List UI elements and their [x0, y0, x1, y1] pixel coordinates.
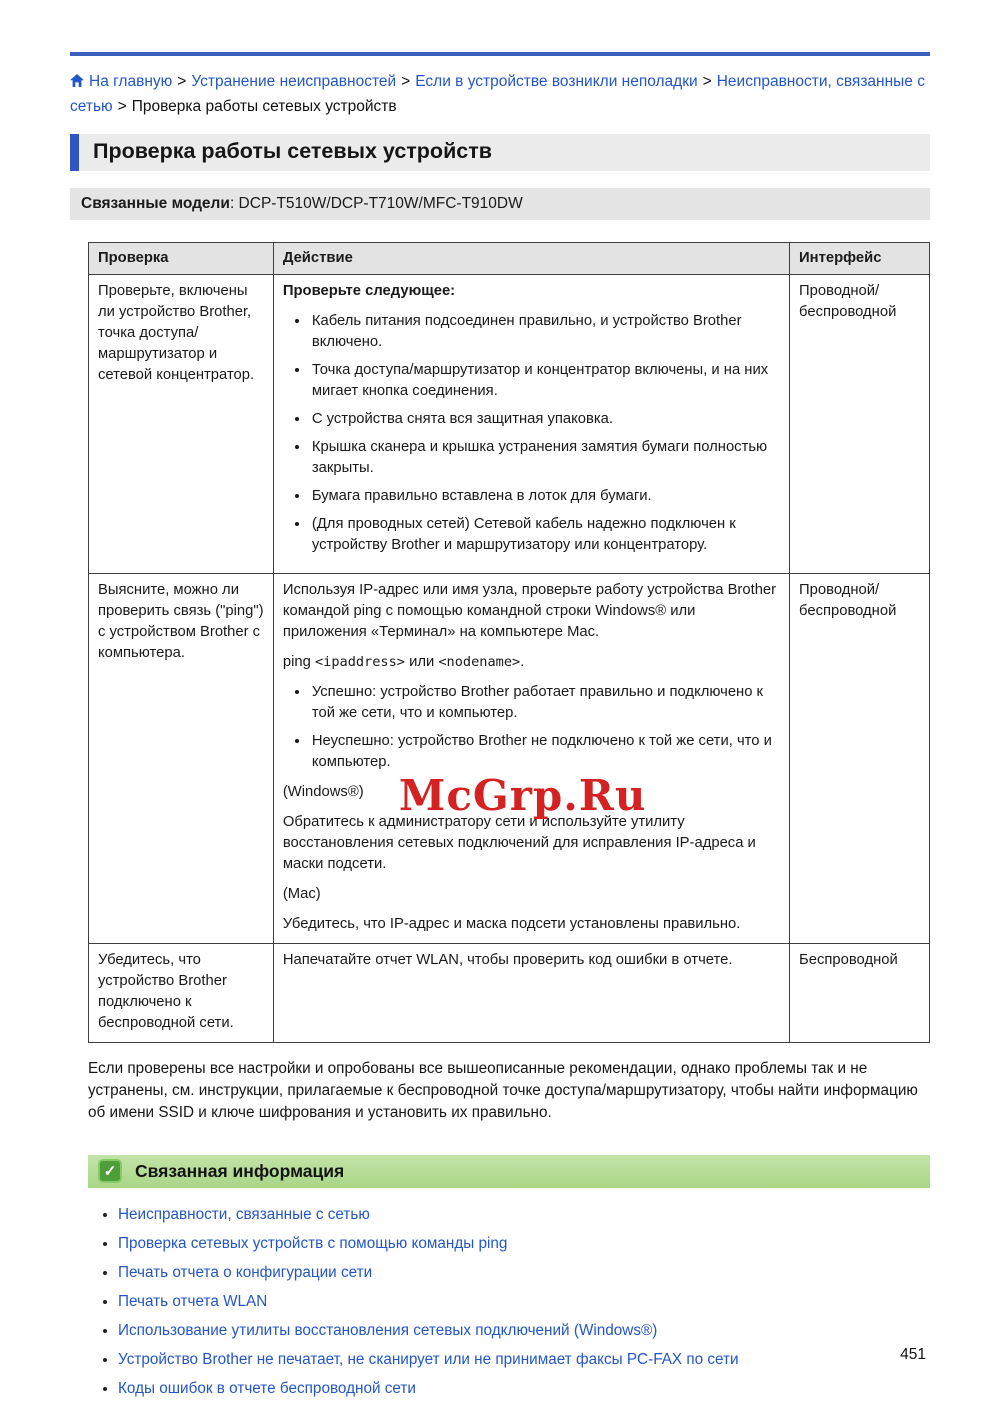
- top-divider: [70, 52, 930, 56]
- check-cell: Выясните, можно ли проверить связь ("ping") с устройством Brother с компьютера.: [89, 574, 274, 944]
- ping-text: ping: [282, 654, 315, 671]
- interface-cell: Проводной/беспроводной: [790, 574, 930, 944]
- ping-text: .: [520, 654, 525, 671]
- related-link-item: [118, 1235, 930, 1253]
- breadcrumb: [70, 70, 930, 119]
- page-title: Проверка работы сетевых устройств: [93, 139, 492, 164]
- bullet-item: • Точка доступа/маршрутизатор и концентратор включены, и на них мигает кнопка соединения.: [310, 360, 780, 402]
- breadcrumb-link-device-problems[interactable]: Если в устройстве возникли неполадки: [415, 73, 698, 90]
- breadcrumb-separator: >: [177, 73, 187, 90]
- related-info-title: Связанная информация: [135, 1160, 345, 1181]
- watermark: McGrp.Ru: [398, 771, 647, 821]
- related-link-repair-utility[interactable]: Использование утилиты восстановления сетевых подключений (Windows®): [118, 1321, 658, 1339]
- related-link-item: [118, 1380, 930, 1398]
- ping-text: или: [404, 654, 439, 671]
- related-link-item: [118, 1264, 930, 1282]
- table-row: [89, 275, 930, 574]
- action-cell: Напечатайте отчет WLAN, чтобы проверить код ошибки в отчете.: [273, 944, 789, 1043]
- bullet-item: • Неуспешно: устройство Brother не подключено к той же сети, что и компьютер.: [310, 731, 780, 773]
- related-info-band: [88, 1155, 930, 1188]
- table-row: [89, 944, 930, 1043]
- action-bullet-list: [283, 311, 780, 556]
- related-link-network-config-report[interactable]: Печать отчета о конфигурации сети: [118, 1263, 373, 1281]
- related-link-ping-check[interactable]: Проверка сетевых устройств с помощью команды ping: [118, 1234, 508, 1252]
- related-link-item: [118, 1293, 930, 1311]
- table-header-action: Действие: [273, 243, 789, 275]
- breadcrumb-separator: >: [401, 73, 411, 90]
- action-intro: Проверьте следующее:: [282, 283, 456, 300]
- breadcrumb-current: Проверка работы сетевых устройств: [131, 98, 397, 116]
- breadcrumb-link-troubleshooting[interactable]: Устранение неисправностей: [191, 73, 397, 90]
- page-number: 451: [900, 1346, 926, 1363]
- table-row: [89, 574, 930, 944]
- action-bullet-list: [283, 682, 780, 773]
- table-header-check: Проверка: [89, 243, 274, 275]
- bullet-item: • Крышка сканера и крышка устранения замятия бумаги полностью закрыты.: [310, 437, 780, 479]
- breadcrumb-link-network-faults[interactable]: Неисправности, связанные с сетью: [70, 73, 925, 116]
- breadcrumb-separator: >: [702, 73, 712, 90]
- related-link-wlan-report[interactable]: Печать отчета WLAN: [118, 1292, 268, 1310]
- check-cell: Убедитесь, что устройство Brother подключено к беспроводной сети.: [89, 944, 274, 1043]
- page-title-band: [70, 134, 930, 171]
- related-models-label: Связанные модели: [81, 195, 230, 213]
- related-link-wlan-error-codes[interactable]: Коды ошибок в отчете беспроводной сети: [118, 1379, 416, 1397]
- related-models-box: [70, 188, 930, 220]
- bullet-item: • Бумага правильно вставлена в лоток для бумаги.: [310, 486, 780, 507]
- interface-cell: Проводной/беспроводной: [790, 275, 930, 574]
- checks-table: [88, 242, 930, 1043]
- action-paragraph: Обратитесь к администратору сети и используйте утилиту восстановления сетевых подключений для исправления IP-адреса и маски подсети.: [282, 814, 756, 873]
- action-cell: [273, 275, 789, 574]
- related-link-network-faults[interactable]: Неисправности, связанные с сетью: [118, 1205, 370, 1223]
- ping-command-line: [283, 652, 780, 673]
- related-link-item: [118, 1206, 930, 1224]
- windows-label: (Windows®): [282, 784, 364, 801]
- action-paragraph: Убедитесь, что IP-адрес и маска подсети установлены правильно.: [282, 916, 741, 933]
- breadcrumb-separator: >: [117, 98, 127, 116]
- related-link-item: [118, 1351, 930, 1369]
- check-cell: Проверьте, включены ли устройство Brother, точка доступа/маршрутизатор и сетевой концентратор.: [89, 275, 274, 574]
- mac-label: (Mac): [282, 886, 321, 903]
- action-paragraph: Используя IP-адрес или имя узла, проверьте работу устройства Brother командой ping с помощью командной строки Windows® или приложения «Терминал» на компьютере Mac.: [282, 582, 777, 641]
- bullet-item: • (Для проводных сетей) Сетевой кабель надежно подключен к устройству Brother и маршрутизатору или концентратору.: [310, 514, 780, 556]
- bullet-item: • Кабель питания подсоединен правильно, и устройство Brother включено.: [310, 311, 780, 353]
- bullet-item: • С устройства снята вся защитная упаковка.: [310, 409, 780, 430]
- windows-label-paragraph: [282, 771, 780, 821]
- related-link-item: [118, 1322, 930, 1340]
- action-cell: [273, 574, 789, 944]
- interface-cell: Беспроводной: [790, 944, 930, 1043]
- code-nodename: <nodename>: [438, 654, 521, 671]
- table-header-interface: Интерфейс: [790, 243, 930, 275]
- bullet-item: • Успешно: устройство Brother работает правильно и подключено к той же сети, что и компьютер.: [310, 682, 780, 724]
- table-header-row: [89, 243, 930, 275]
- check-icon: ✓: [98, 1159, 122, 1183]
- breadcrumb-home-link[interactable]: На главную: [89, 73, 173, 90]
- title-accent-bar: [70, 134, 79, 171]
- code-ipaddress: <ipaddress>: [314, 654, 405, 671]
- home-icon: [70, 71, 84, 95]
- related-links-list: [118, 1206, 930, 1398]
- related-models-value: : DCP-T510W/DCP-T710W/MFC-T910DW: [229, 195, 523, 213]
- closing-note: Если проверены все настройки и опробованы все вышеописанные рекомендации, однако проблемы так и не устранены, см. инструкции, прилагаемые к беспроводной точке доступа/маршрутизатору, чтобы найти информацию об имени SSID и ключе шифрования и установить их правильно.: [88, 1060, 918, 1122]
- related-link-no-print-scan[interactable]: Устройство Brother не печатает, не сканирует или не принимает факсы PC-FAX по сети: [118, 1350, 739, 1368]
